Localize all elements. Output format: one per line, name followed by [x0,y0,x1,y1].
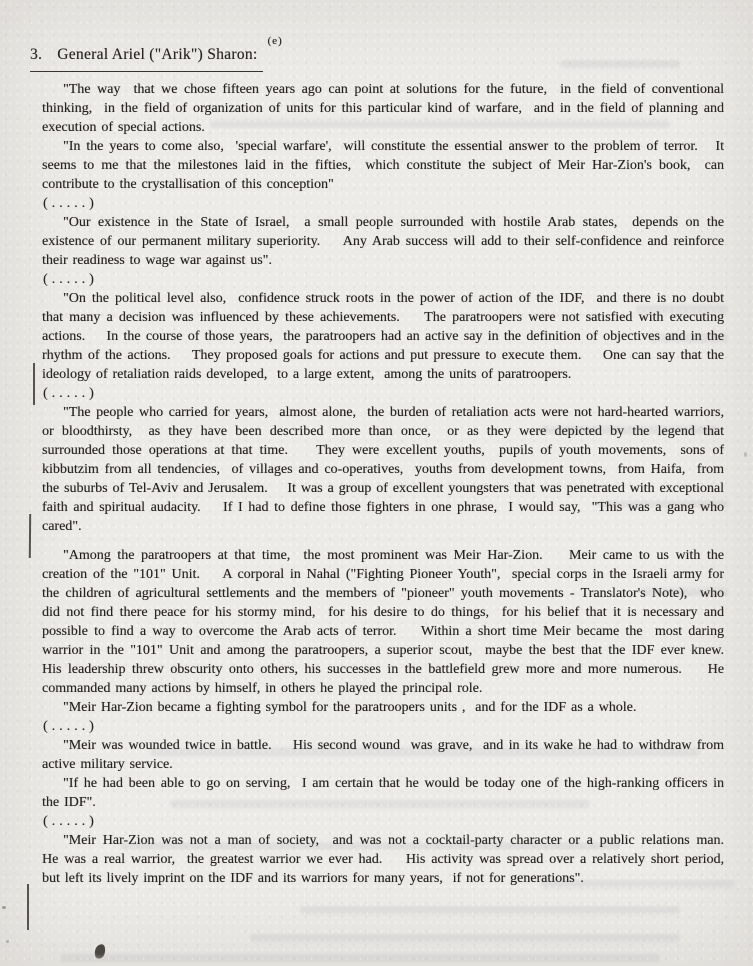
quote-paragraph: "If he had been able to go on serving, I am certain that he would be today one of the high-ranking officers in the IDF". [42,776,729,810]
footnote-marker: (e) [267,35,283,47]
bleed-through-smudge [540,880,735,888]
bleed-through-smudge [170,800,590,808]
section-number: 3. [30,46,43,64]
scan-speck [744,452,747,457]
scan-speck [2,906,6,909]
margin-emphasis-mark [29,514,31,558]
quote-paragraph: "In the years to come also, 'special warfare', will constitute the essential answer to the problem of terror. It seems to me that the milestones laid in the fifties, which constitute the subject of Meir Har-Zion's book, can contribute to the crystallisation of this conception" [42,139,729,192]
quote-paragraph: "Meir Har-Zion was not a man of society, and was not a cocktail-party character or a public relations man. He was a real warrior, the greatest warrior we ever had. His activity was spread over a relatively short period, but left its lively imprint on the IDF and its warriors for many years, if not for generations". [42,833,744,886]
bleed-through-smudge [60,954,660,962]
quote-paragraph: "The people who carried for years, almost alone, the burden of retaliation acts were not hard-hearted warriors, or bloodthirsty, as they have been described more than once, or as they were depicted by the legend that surrounded those operations at that time. They were excellent youths, pupils of youth movements, sons of kibbutzim from all tendencies, of villages and co-operatives, youths from development towns, from Haifa, from the suburbs of Tel-Aviv and Jerusalem. It was a group of excellent youngsters that was penetrated with exceptional faith and spiritual audacity. If I had to define those fighters in one phrase, I would say, "This was a gang who cared". [42,405,734,534]
ellipsis-separator: (.....) [43,814,98,829]
margin-emphasis-mark [27,884,29,930]
bleed-through-smudge [210,120,670,128]
margin-emphasis-mark [33,363,35,405]
document-body-text [42,80,744,888]
section-heading [30,35,283,72]
bleed-through-smudge [640,588,728,596]
bleed-through-smudge [540,426,720,434]
quote-paragraph: "Among the paratroopers at that time, the most prominent was Meir Har-Zion. Meir came to us with the creation of the "101" Unit. A corporal in Nahal ("Fighting Pioneer Youth", special corps in the Israeli army for the children of agricultural settlements and the members of "pioneer" youth movements - Translator's Note), who did not find there peace for his stormy mind, for his desire to do things, for his belief that it is necessary and possible to find a way to overcome the Arab acts of terror. Within a short time Meir became the most daring warrior in the "101" Unit and among the paratroopers, a superior scout, maybe the best that the IDF ever knew. His leadership threw obscurity onto others, his successes in the battlefield grew more and more numerous. He commanded many actions by himself, in others he played the principal role. [42,548,744,696]
bleed-through-smudge [560,60,680,68]
bleed-through-smudge [150,748,700,756]
bleed-through-smudge [648,334,728,342]
ellipsis-separator: (.....) [43,272,98,287]
bleed-through-smudge [120,842,620,850]
bleed-through-smudge [636,305,728,313]
bleed-through-smudge [300,906,680,914]
quote-paragraph: "Meir was wounded twice in battle. His second wound was grave, and in its wake he had to withdraw from active military service. [42,738,729,772]
ellipsis-separator: (.....) [43,719,98,734]
quote-paragraph: "The way that we chose fifteen years ago can point at solutions for the future, in the field of conventional thinking, in the field of organization of units for this particular kind of warfare, and in the field of planning and execution of special actions. [42,82,729,135]
section-heading-underlined [30,46,263,72]
ellipsis-separator: (.....) [43,196,98,211]
ellipsis-separator: (.....) [43,386,98,401]
bleed-through-smudge [250,934,680,942]
quote-paragraph: "On the political level also, confidence struck roots in the power of action of the IDF, and there is no doubt that many a decision was influenced by these achievements. The paratroopers were not satisfied with executing actions. In the course of those years, the paratroopers had an active say in the definition of objectives and in the rhythm of the actions. They proposed goals for actions and put pressure to execute them. One can say that the ideology of retaliation raids developed, to a large extent, among the units of paratroopers. [42,291,729,382]
quote-paragraph: "Our existence in the State of Israel, a small people surrounded with hostile Arab states, depends on the existence of our permanent military superiority. Any Arab success will add to their self-confidence and reinforce their readiness to wage war against us". [42,215,729,268]
scan-speck [6,940,9,943]
bleed-through-smudge [598,500,728,508]
quote-paragraph: "Meir Har-Zion became a fighting symbol for the paratroopers units , and for the IDF as a whole. [63,700,637,715]
section-title: General Ariel ("Arik") Sharon: [57,46,258,64]
